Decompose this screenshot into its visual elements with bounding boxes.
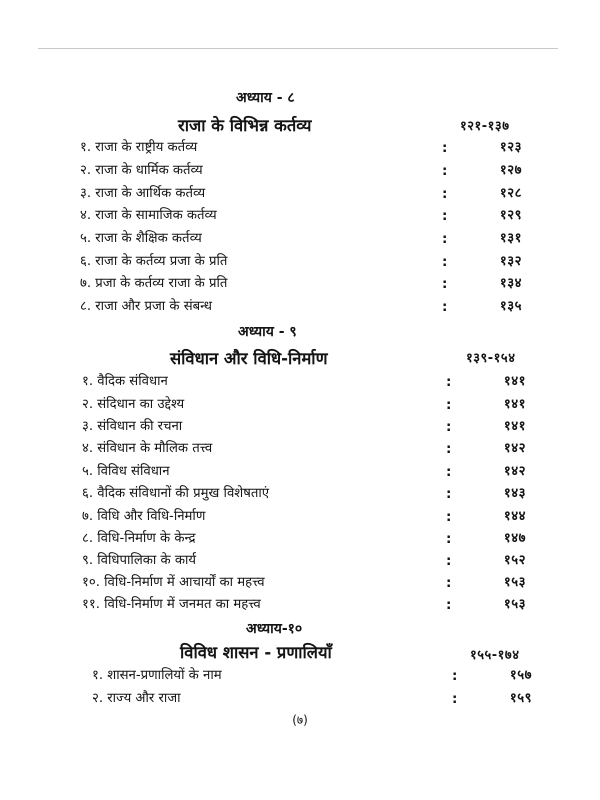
toc-entry-label: २. राज्य और राजा	[92, 691, 181, 706]
toc-entry-page: १३२	[499, 254, 522, 269]
toc-entry-page: १२९	[499, 208, 522, 223]
toc-separator: :	[452, 691, 458, 707]
toc-separator: :	[442, 163, 448, 179]
toc-separator: :	[452, 668, 458, 684]
chapter-page-range: १३९-१५४	[466, 351, 516, 366]
toc-entry-page: १२७	[499, 163, 522, 178]
toc-entry-page: १५३	[503, 575, 526, 590]
toc-entry[interactable]	[0, 371, 600, 393]
toc-separator: :	[442, 254, 448, 270]
toc-entry[interactable]	[0, 572, 600, 594]
toc-entry[interactable]	[0, 506, 600, 528]
toc-entry-label: १. राजा के राष्ट्रीय कर्तव्य	[80, 140, 198, 155]
toc-entry[interactable]	[0, 273, 600, 295]
toc-entry[interactable]	[0, 228, 600, 250]
chapter-label: अध्याय-१०	[246, 621, 303, 637]
toc-separator: :	[442, 299, 448, 315]
toc-entry-label: १०. विधि-निर्माण में आचार्यों का महत्त्व	[82, 575, 265, 590]
toc-separator: :	[442, 140, 448, 156]
chapter-title: विविध शासन - प्रणालियाँ	[180, 643, 332, 662]
toc-entry-label: ३. संविधान की रचना	[82, 419, 183, 434]
toc-entry[interactable]	[0, 665, 600, 687]
toc-separator: :	[446, 553, 452, 569]
toc-entry[interactable]	[0, 251, 600, 273]
toc-entry-page: १५३	[503, 597, 526, 612]
toc-separator: :	[442, 186, 448, 202]
toc-entry-page: १४२	[503, 441, 526, 456]
toc-separator: :	[442, 276, 448, 292]
toc-entry-label: ४. संविधान के मौलिक तत्त्व	[82, 441, 213, 456]
toc-entry[interactable]	[0, 594, 600, 616]
toc-entry[interactable]	[0, 550, 600, 572]
toc-entry[interactable]	[0, 296, 600, 318]
toc-entry-page: १५७	[509, 668, 532, 683]
toc-separator: :	[446, 441, 452, 457]
toc-entry-page: १४२	[503, 464, 526, 479]
toc-entry-label: ७. विधि और विधि-निर्माण	[82, 509, 206, 524]
toc-entry-label: ४. राजा के सामाजिक कर्तव्य	[80, 208, 217, 223]
chapter-title: राजा के विभिन्न कर्तव्य	[178, 116, 312, 135]
toc-entry-page: १४१	[503, 397, 526, 412]
toc-entry-page: १२८	[499, 186, 522, 201]
toc-separator: :	[446, 531, 452, 547]
toc-entry-page: १४७	[503, 531, 526, 546]
chapter-title: संविधान और विधि-निर्माण	[170, 349, 328, 368]
toc-entry-label: ११. विधि-निर्माण में जनमत का महत्त्व	[82, 597, 261, 612]
toc-entry-page: १२३	[499, 140, 522, 155]
toc-entry-label: ९. विधिपालिका के कार्य	[82, 553, 197, 568]
toc-entry[interactable]	[0, 205, 600, 227]
toc-entry-label: ३. राजा के आर्थिक कर्तव्य	[80, 186, 206, 201]
toc-separator: :	[446, 374, 452, 390]
toc-entry-label: ७. प्रजा के कर्तव्य राजा के प्रति	[80, 276, 228, 291]
toc-entry-label: ८. राजा और प्रजा के संबन्ध	[80, 299, 212, 314]
toc-separator: :	[442, 208, 448, 224]
toc-separator: :	[446, 464, 452, 480]
toc-entry-label: २. राजा के धार्मिक कर्तव्य	[80, 163, 203, 178]
toc-separator: :	[446, 397, 452, 413]
toc-entry-page: १४१	[503, 419, 526, 434]
toc-entry-page: १४१	[503, 374, 526, 389]
toc-entry[interactable]	[0, 461, 600, 483]
chapter-label: अध्याय - ९	[238, 324, 297, 340]
toc-separator: :	[446, 509, 452, 525]
toc-entry-page: १४४	[503, 509, 526, 524]
toc-separator: :	[446, 419, 452, 435]
toc-entry-label: ६. वैदिक संविधानों की प्रमुख विशेषताएं	[82, 486, 270, 501]
toc-entry-label: ५. विविध संविधान	[82, 464, 170, 479]
top-rule	[38, 48, 558, 49]
toc-entry[interactable]	[0, 438, 600, 460]
toc-entry[interactable]	[0, 137, 600, 159]
chapter-label: अध्याय - ८	[236, 90, 295, 106]
toc-entry[interactable]	[0, 483, 600, 505]
toc-entry-page: १३५	[499, 299, 522, 314]
toc-entry-page: १५२	[503, 553, 526, 568]
toc-entry-label: १. वैदिक संविधान	[82, 374, 168, 389]
toc-entry[interactable]	[0, 528, 600, 550]
toc-entry-label: १. शासन-प्रणालियों के नाम	[92, 668, 222, 683]
chapter-page-range: १५५-१७४	[470, 648, 520, 663]
toc-separator: :	[446, 575, 452, 591]
toc-entry[interactable]	[0, 183, 600, 205]
toc-separator: :	[446, 597, 452, 613]
page-number: (७)	[292, 713, 308, 727]
toc-entry-page: १३४	[499, 276, 522, 291]
toc-entry-page: १४३	[503, 486, 526, 501]
toc-entry-label: ६. राजा के कर्तव्य प्रजा के प्रति	[80, 254, 228, 269]
toc-separator: :	[446, 486, 452, 502]
toc-entry[interactable]	[0, 160, 600, 182]
toc-entry-page: १५९	[509, 691, 532, 706]
toc-separator: :	[442, 231, 448, 247]
toc-entry-label: ८. विधि-निर्माण के केन्द्र	[82, 531, 196, 546]
toc-entry-page: १३१	[499, 231, 522, 246]
toc-entry-label: २. संदिधान का उद्देश्य	[82, 397, 185, 412]
toc-entry[interactable]	[0, 394, 600, 416]
chapter-page-range: १२१-१३७	[460, 119, 510, 134]
toc-entry-label: ५. राजा के शैक्षिक कर्तव्य	[80, 231, 202, 246]
toc-entry[interactable]	[0, 688, 600, 710]
toc-entry[interactable]	[0, 416, 600, 438]
